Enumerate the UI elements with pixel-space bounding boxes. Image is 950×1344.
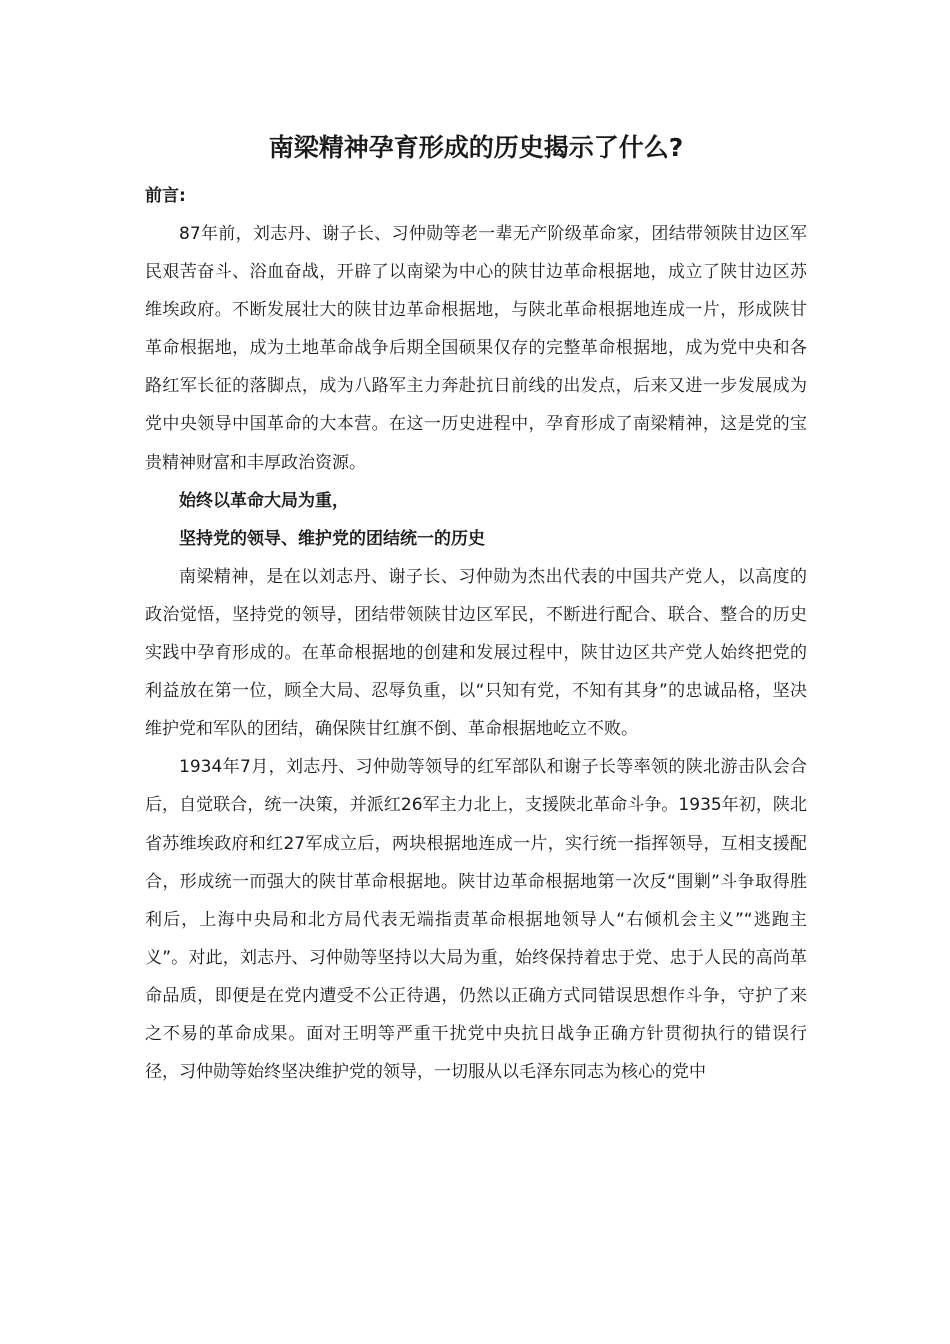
- document-title: 南梁精神孕育形成的历史揭示了什么?: [268, 133, 684, 162]
- paragraph-1934-history: 1934年7月，刘志丹、习仲勋等领导的红军部队和谢子长等率领的陕北游击队会合后，自觉联合，统一决策，并派红26军主力北上，支援陕北革命斗争。1935年初，陕北省苏维埃政府和红27军成立后，两块根据地连成一片，实行统一指挥领导，互相支援配合，形成统一而强大的陕甘革命根据地。陕甘边革命根据地第一次反“围剿”斗争取得胜利后，上海中央局和北方局代表无端指责革命根据地领导人“右倾机会主义”“逃跑主义”。对此，刘志丹、习仲勋等坚持以大局为重，始终保持着忠于党、忠于人民的高尚革命品质，即便是在党内遭受不公正待遇，仍然以正确方式同错误思想作斗争，守护了来之不易的革命成果。面对王明等严重干扰党中央抗日战争正确方针贯彻执行的错误行径，习仲勋等始终坚决维护党的领导，一切服从以毛泽东同志为核心的党中: [145, 757, 807, 1083]
- preface-label: 前言:: [145, 186, 186, 206]
- paragraph-intro: 87年前，刘志丹、谢子长、习仲勋等老一辈无产阶级革命家，团结带领陕甘边区军民艰苦奋斗、浴血奋战，开辟了以南梁为中心的陕甘边革命根据地，成立了陕甘边区苏维埃政府。不断发展壮大的陕甘边革命根据地，与陕北革命根据地连成一片，形成陕甘革命根据地，成为土地革命战争后期全国硕果仅存的完整革命根据地，成为党中央和各路红军长征的落脚点，成为八路军主力奔赴抗日前线的出发点，后来又进一步发展成为党中央领导中国革命的大本营。在这一历史进程中，孕育形成了南梁精神，这是党的宝贵精神财富和丰厚政治资源。: [145, 224, 807, 473]
- paragraph-nanliang-spirit: 南梁精神，是在以刘志丹、谢子长、习仲勋为杰出代表的中国共产党人，以高度的政治觉悟，坚持党的领导，团结带领陕甘边区军民，不断进行配合、联合、整合的历史实践中孕育形成的。在革命根据地的创建和发展过程中，陕甘边区共产党人始终把党的利益放在第一位，顾全大局、忍辱负重，以“只知有党，不知有其身”的忠诚品格，坚决维护党和军队的团结，确保陕甘红旗不倒、革命根据地屹立不败。: [145, 566, 807, 740]
- section-subheading: 坚持党的领导、维护党的团结统一的历史: [179, 528, 485, 549]
- section-heading: 始终以革命大局为重，: [179, 490, 349, 511]
- document-body: [145, 215, 807, 1091]
